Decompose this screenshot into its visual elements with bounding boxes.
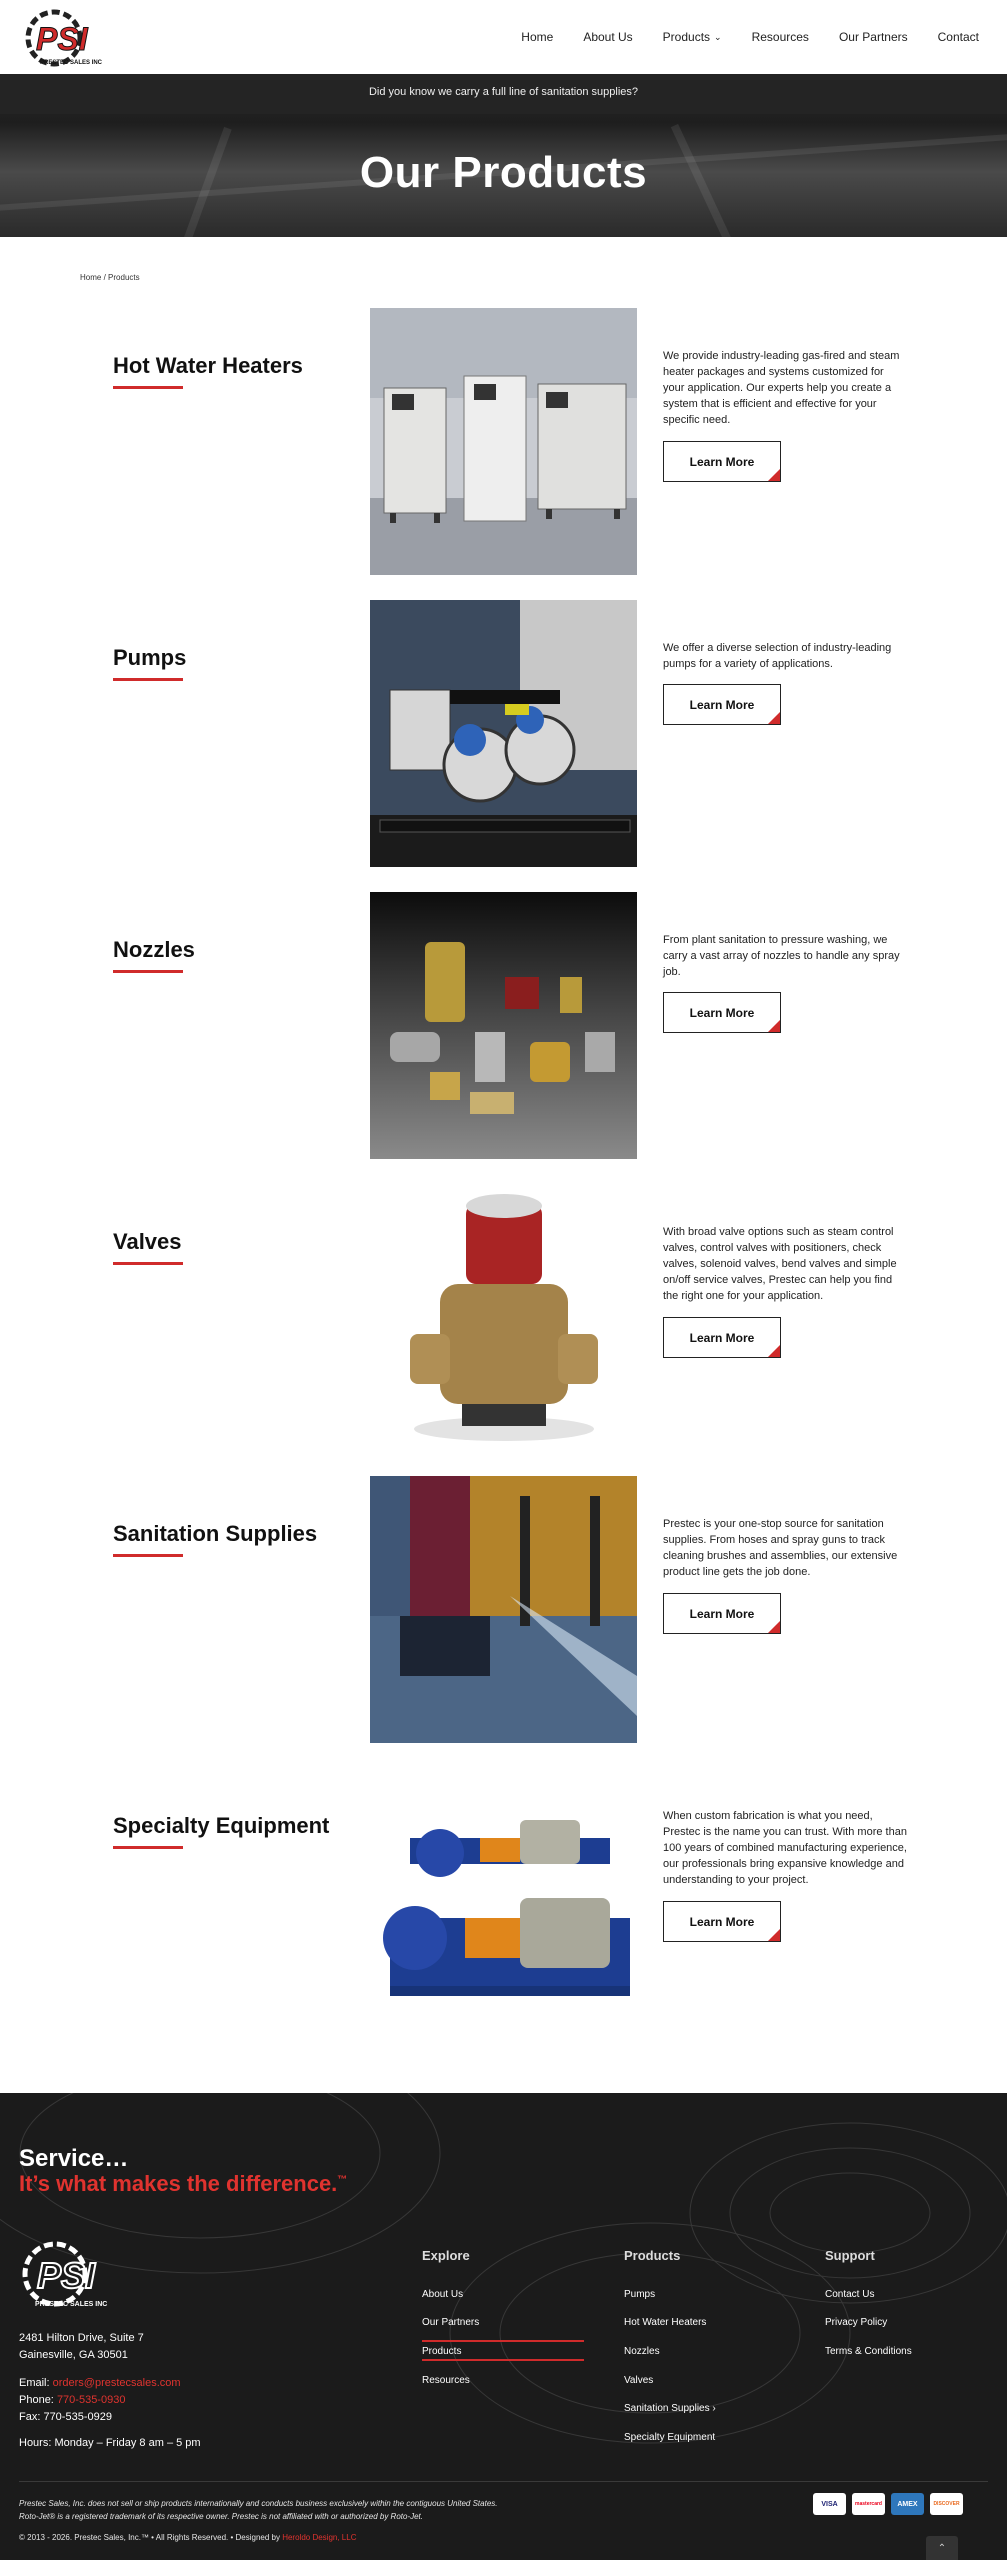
product-description: We offer a diverse selection of industry-leading pumps for a variety of applications. xyxy=(663,642,892,670)
chevron-down-icon: ⌄ xyxy=(714,31,722,42)
pumps-image xyxy=(370,600,637,867)
phone-link[interactable]: 770-535-0930 xyxy=(56,2394,126,2406)
product-title: Pumps xyxy=(113,645,187,670)
product-title: Hot Water Heaters xyxy=(113,353,303,378)
footer-link-pumps[interactable]: Pumps xyxy=(624,2289,656,2300)
product-title: Valves xyxy=(113,1229,182,1254)
product-description: We provide industry-leading gas-fired and steam heater packages and systems customized for your application. Our experts help you create a system that is efficient and effective for your specific need. xyxy=(663,350,900,426)
footer-link-nozzles[interactable]: Nozzles xyxy=(624,2346,660,2357)
product-hot-water-heaters xyxy=(0,308,1007,576)
chevron-up-icon: ⌃ xyxy=(937,2542,947,2554)
email-link[interactable]: orders@prestecsales.com xyxy=(52,2377,181,2389)
corner-accent xyxy=(768,1621,780,1633)
footer-divider xyxy=(19,2481,988,2482)
footer-link-terms[interactable]: Terms & Conditions xyxy=(825,2346,912,2357)
nav-products[interactable]: Products ⌄ xyxy=(662,30,722,44)
product-nozzles xyxy=(0,892,1007,1160)
footer-heading-explore: Explore xyxy=(422,2248,470,2263)
title-underline xyxy=(113,1846,183,1849)
svg-text:PSI: PSI xyxy=(37,2255,96,2296)
footer-contact: Email: orders@prestecsales.com Phone: 770-535-0930 Fax: 770-535-0929 xyxy=(19,2377,181,2423)
product-title: Sanitation Supplies xyxy=(113,1521,318,1546)
main-nav xyxy=(491,30,979,44)
site-footer xyxy=(0,2093,1007,2560)
hot-water-heaters-image xyxy=(370,308,637,575)
product-pumps xyxy=(0,600,1007,868)
title-underline xyxy=(113,970,183,973)
active-link-rule xyxy=(422,2340,584,2342)
product-title: Specialty Equipment xyxy=(113,1813,330,1838)
footer-link-about-us[interactable]: About Us xyxy=(422,2289,464,2300)
footer-link-privacy-policy[interactable]: Privacy Policy xyxy=(825,2317,888,2328)
payment-cards xyxy=(813,2493,963,2515)
footer-link-valves[interactable]: Valves xyxy=(624,2375,654,2386)
footer-link-contact-us[interactable]: Contact Us xyxy=(825,2289,875,2300)
learn-more-button[interactable]: Learn More xyxy=(663,992,781,1033)
footer-link-hot-water-heaters[interactable]: Hot Water Heaters xyxy=(624,2317,707,2328)
breadcrumb-home[interactable]: Home xyxy=(80,273,102,282)
sanitation-supplies-image xyxy=(370,1476,637,1743)
nozzles-image xyxy=(370,892,637,1159)
specialty-equipment-image xyxy=(370,1768,637,2035)
footer-link-sanitation-supplies[interactable]: Sanitation Supplies › xyxy=(624,2403,716,2414)
nav-our-partners[interactable]: Our Partners xyxy=(838,30,908,44)
footer-link-specialty-equipment[interactable]: Specialty Equipment xyxy=(624,2432,716,2443)
product-description: With broad valve options such as steam control valves, control valves with positioners, check valves, solenoid valves, bend valves and simple on/off service valves, Prestec can help you find the right one for your application. xyxy=(663,1226,897,1302)
page-title: Our Products xyxy=(359,148,648,197)
corner-accent xyxy=(768,1345,780,1357)
learn-more-button[interactable]: Learn More xyxy=(663,684,781,725)
footer-address: 2481 Hilton Drive, Suite 7 Gainesville, GA 30501 xyxy=(19,2332,144,2361)
learn-more-button[interactable]: Learn More xyxy=(663,1317,781,1358)
footer-hours: Hours: Monday – Friday 8 am – 5 pm xyxy=(19,2437,201,2449)
nav-resources[interactable]: Resources xyxy=(751,30,809,44)
psi-logo[interactable] xyxy=(24,6,120,70)
svg-text:PRESTEC SALES INC: PRESTEC SALES INC xyxy=(35,2301,108,2308)
footer-heading-support: Support xyxy=(825,2248,875,2263)
svg-text:PRESTEC SALES INC: PRESTEC SALES INC xyxy=(40,60,103,66)
nav-about-us[interactable]: About Us xyxy=(583,30,633,44)
learn-more-button[interactable]: Learn More xyxy=(663,1593,781,1634)
mastercard-icon: mastercard xyxy=(852,2493,885,2515)
visa-card-icon: VISA xyxy=(813,2493,846,2515)
title-underline xyxy=(113,678,183,681)
corner-accent xyxy=(768,469,780,481)
title-underline xyxy=(113,1554,183,1557)
valves-image xyxy=(370,1184,637,1451)
copyright: © 2013 - 2026. Prestec Sales, Inc.™ • All Rights Reserved. • Designed by Heroldo Design, LLC xyxy=(19,2533,357,2542)
amex-card-icon: AMEX xyxy=(891,2493,924,2515)
hero-banner xyxy=(0,74,1007,237)
footer-link-products[interactable]: Products xyxy=(422,2346,462,2357)
corner-accent xyxy=(768,1020,780,1032)
scroll-to-top-button[interactable] xyxy=(926,2536,958,2560)
footer-psi-logo[interactable] xyxy=(19,2238,135,2312)
breadcrumb-current: Products xyxy=(108,273,140,282)
footer-heading-products: Products xyxy=(624,2248,681,2263)
legal-notice: Prestec Sales, Inc. does not sell or ship products internationally and conducts business exclusively within the contiguous United States. Roto-Jet® is a registered trademark of its respective owner. Prestec is not affiliated with or authorized by Roto-Jet. xyxy=(19,2499,498,2521)
nav-contact[interactable]: Contact xyxy=(937,30,979,44)
footer-link-our-partners[interactable]: Our Partners xyxy=(422,2317,480,2328)
site-header xyxy=(0,0,1007,74)
footer-tagline: Service… xyxy=(19,2145,129,2172)
product-description: When custom fabrication is what you need, Prestec is the name you can trust. With more than 100 years of combined manufacturing experience, our professionals bring expansive knowledge and understanding to your project. xyxy=(663,1810,907,1886)
discover-card-icon: DISCOVER xyxy=(930,2493,963,2515)
designer-link[interactable]: Heroldo Design, LLC xyxy=(282,2533,357,2542)
product-sanitation-supplies xyxy=(0,1476,1007,1744)
footer-tagline-accent: It’s what makes the difference.™ xyxy=(19,2171,348,2196)
product-title: Nozzles xyxy=(113,937,195,962)
learn-more-button[interactable]: Learn More xyxy=(663,1901,781,1942)
product-valves xyxy=(0,1184,1007,1452)
logo-text: PSI xyxy=(36,21,88,57)
title-underline xyxy=(113,386,183,389)
title-underline xyxy=(113,1262,183,1265)
breadcrumb: Home / Products xyxy=(80,273,140,282)
footer-link-resources[interactable]: Resources xyxy=(422,2375,470,2386)
product-specialty-equipment xyxy=(0,1768,1007,2036)
product-description: Prestec is your one-stop source for sanitation supplies. From hoses and spray guns to track cleaning brushes and assemblies, our extensive product line gets the job done. xyxy=(663,1518,898,1578)
corner-accent xyxy=(768,712,780,724)
chevron-right-icon: › xyxy=(712,2403,716,2414)
nav-home[interactable]: Home xyxy=(521,30,554,44)
hero-notice[interactable]: Did you know we carry a full line of sanitation supplies? xyxy=(368,86,639,98)
active-link-underline xyxy=(422,2359,584,2361)
product-description: From plant sanitation to pressure washing, we carry a vast array of nozzles to handle any spray job. xyxy=(663,934,900,978)
learn-more-button[interactable]: Learn More xyxy=(663,441,781,482)
corner-accent xyxy=(768,1929,780,1941)
